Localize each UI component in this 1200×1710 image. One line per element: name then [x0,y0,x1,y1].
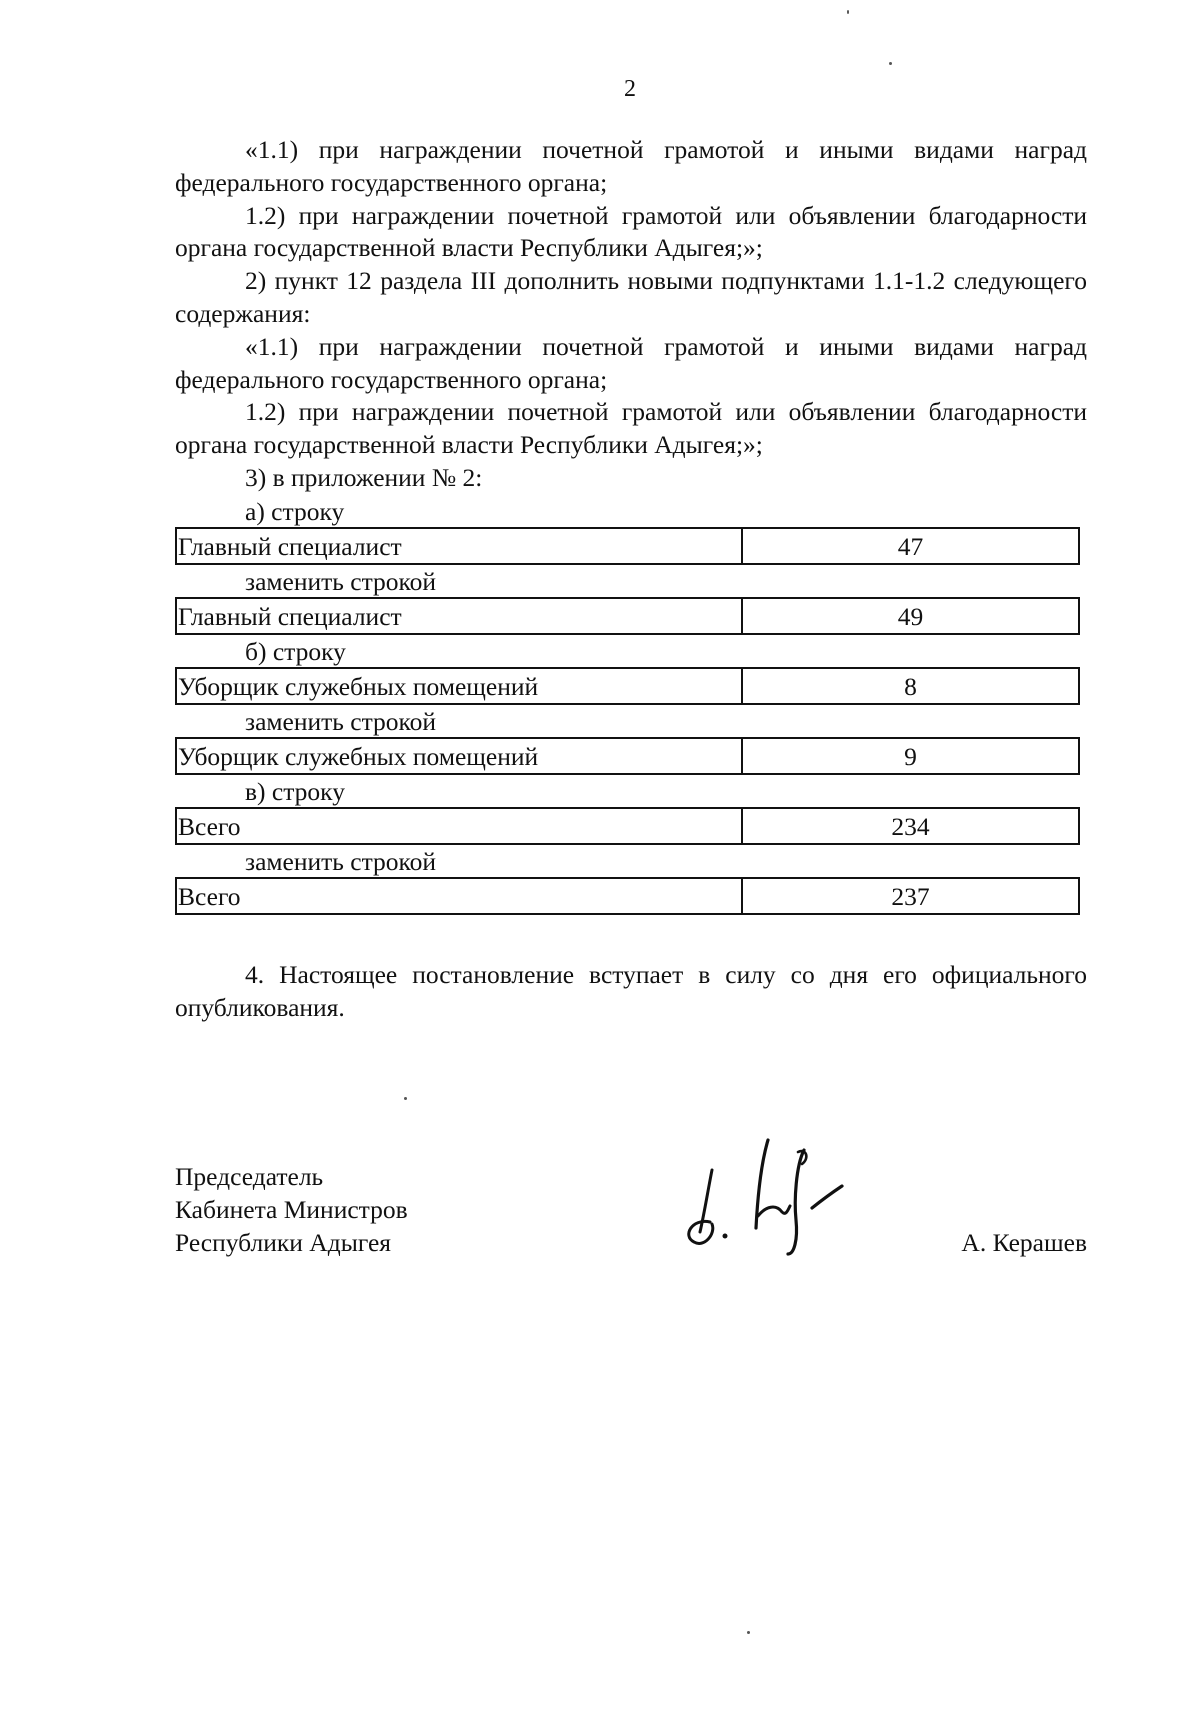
table-row-old [175,667,1080,705]
table-cell-position: Уборщик служебных помещений [177,739,743,773]
table-cell-position: Уборщик служебных помещений [177,669,743,703]
signatory-title-line: Председатель [175,1162,324,1191]
replace-with-label: заменить строкой [245,706,437,736]
table-cell-position: Главный специалист [177,599,743,633]
table-cell-position: Главный специалист [177,529,743,563]
table-cell-count: 9 [904,741,917,771]
final-clause: 4. Настоящее постановление вступает в силу со дня его официального опубликования. [175,960,1087,1022]
table-cell-count: 49 [897,601,924,631]
document-body [175,134,1087,915]
table-cell-count: 8 [904,671,917,701]
table-row-new [175,737,1080,775]
table-row-new [175,597,1080,635]
paragraph-2: 2) пункт 12 раздела III дополнить новыми подпунктами 1.1-1.2 следующего содержания: [175,266,1087,328]
table-cell-count: 237 [891,881,930,911]
paragraph-1-2: 1.2) при награждении почетной грамотой или объявлении благодарности органа государственной власти Республики Адыгея;»; [175,200,1087,263]
replacement-label: в) строку [245,776,345,806]
table-row-old [175,527,1080,565]
paragraph-1-1: «1.1) при награждении почетной грамотой и иными видами наград федерального государственного органа; [175,135,1087,197]
signatory-title-line: Кабинета Министров [175,1195,408,1224]
paragraph-1-1-repeat: «1.1) при награждении почетной грамотой и иными видами наград федерального государственного органа; [175,331,1087,394]
page-number: 2 [624,76,636,102]
replace-with-label: заменить строкой [245,566,437,596]
paragraph-3: 3) в приложении № 2: [245,462,483,492]
table-row-old [175,807,1080,845]
signatory-title-line: Республики Адыгея [175,1228,391,1257]
replacement-label: а) строку [245,496,345,526]
scan-speck [847,10,849,14]
table-cell-position: Всего [177,879,743,913]
replace-with-label: заменить строкой [245,846,437,876]
table-cell-position: Всего [177,809,743,843]
table-cell-count: 47 [897,531,924,561]
table-cell-count: 234 [891,811,930,841]
scan-speck [747,1631,750,1634]
scan-speck [404,1097,407,1100]
table-row-new [175,877,1080,915]
replacement-label: б) строку [245,636,346,666]
scan-speck [889,62,892,65]
signer-name: А. Керашев [961,1228,1087,1257]
handwritten-signature [670,1130,870,1260]
signatory-title [175,1160,408,1259]
paragraph-1-2-repeat: 1.2) при награждении почетной грамотой или объявлении благодарности органа государственной власти Республики Адыгея;»; [175,397,1087,460]
